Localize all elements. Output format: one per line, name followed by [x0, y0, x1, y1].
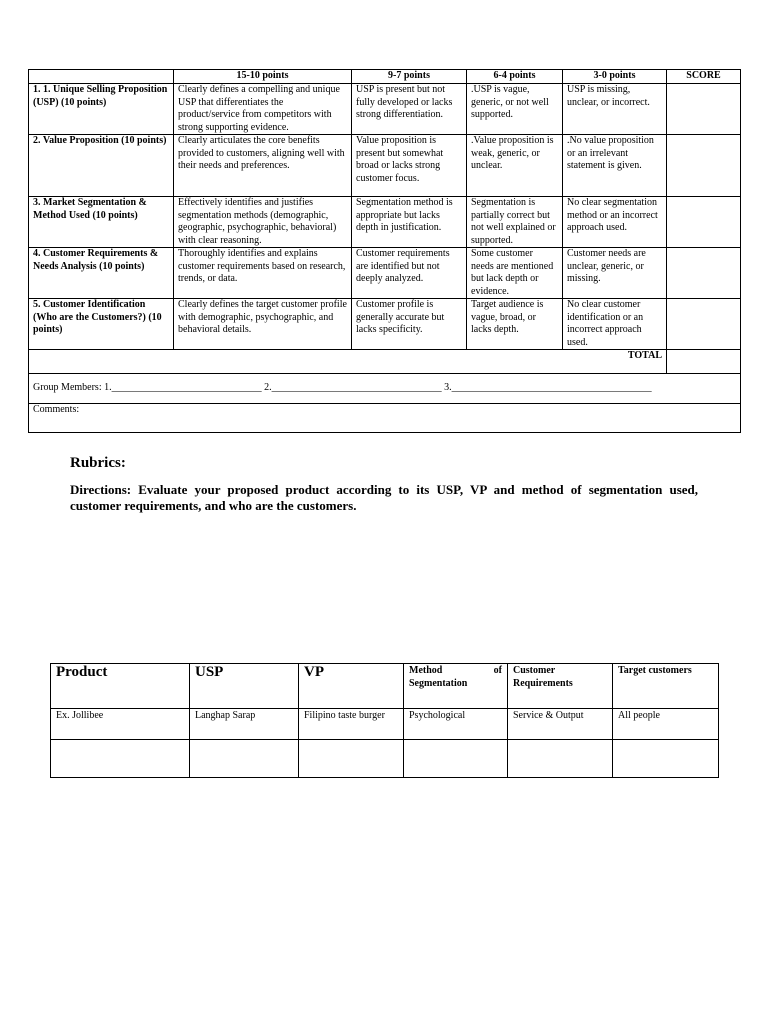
score-cell[interactable] — [667, 248, 741, 299]
rubric-header-6-4: 6-4 points — [467, 70, 563, 84]
rubric-header-3-0: 3-0 points — [563, 70, 667, 84]
product-evaluation-table — [50, 663, 719, 778]
blank-method-cell[interactable] — [404, 740, 508, 778]
rubric-row-customer-identification — [29, 299, 741, 350]
rubric-header-criteria — [29, 70, 174, 84]
comments-field[interactable]: Comments: — [29, 404, 741, 433]
example-product: Ex. Jollibee — [51, 709, 190, 740]
descriptor-cell: Customer requirements are identified but not deeply analyzed. — [352, 248, 467, 299]
descriptor-cell: Effectively identifies and justifies segmentation methods (demographic, geographic, psychographic, behavioral) with clear reasoning. — [174, 197, 352, 248]
rubric-row-segmentation — [29, 197, 741, 248]
rubric-total-row — [29, 350, 741, 374]
example-vp: Filipino taste burger — [299, 709, 404, 740]
header-method-word: Method — [409, 665, 443, 676]
descriptor-cell: Target audience is vague, broad, or lacks depth. — [467, 299, 563, 350]
example-method: Psychological — [404, 709, 508, 740]
criterion-label: 4. Customer Requirements & Needs Analysis (10 points) — [29, 248, 174, 299]
blank-product-cell[interactable] — [51, 740, 190, 778]
blank-customer-requirements-cell[interactable] — [508, 740, 613, 778]
descriptor-cell: Clearly articulates the core benefits provided to customers, aligning well with their needs and preferences. — [174, 135, 352, 197]
blank-target-customers-cell[interactable] — [613, 740, 719, 778]
rubric-row-vp — [29, 135, 741, 197]
directions-text: Directions: Evaluate your proposed product according to its USP, VP and method of segmentation used, customer requirements, and who are the customers. — [70, 482, 698, 513]
total-label: TOTAL — [29, 350, 667, 374]
product-table-example-row — [51, 709, 719, 740]
descriptor-cell: Clearly defines a compelling and unique USP that differentiates the product/service from competitors with strong supporting evidence. — [174, 84, 352, 135]
example-customer-requirements: Service & Output — [508, 709, 613, 740]
example-usp: Langhap Sarap — [190, 709, 299, 740]
criterion-label: 2. Value Proposition (10 points) — [29, 135, 174, 197]
descriptor-cell: USP is missing, unclear, or incorrect. — [563, 84, 667, 135]
descriptor-cell: .USP is vague, generic, or not well supported. — [467, 84, 563, 135]
product-table-blank-row — [51, 740, 719, 778]
group-members-row — [29, 374, 741, 404]
rubrics-heading: Rubrics: — [70, 455, 126, 471]
header-customer-requirements: Customer Requirements — [508, 664, 613, 709]
criterion-label: 1. 1. Unique Selling Proposition (USP) (10 points) — [29, 84, 174, 135]
blank-vp-cell[interactable] — [299, 740, 404, 778]
header-segmentation-word: Segmentation — [409, 677, 468, 689]
header-vp: VP — [299, 664, 404, 709]
criterion-label: 3. Market Segmentation & Method Used (10 points) — [29, 197, 174, 248]
group-members-line[interactable]: Group Members: 1.______________________________ 2.__________________________________ 3.________________________________________ — [29, 374, 741, 404]
blank-usp-cell[interactable] — [190, 740, 299, 778]
header-of-word: of — [493, 665, 502, 676]
descriptor-cell: Clearly defines the target customer profile with demographic, psychographic, and behavioral details. — [174, 299, 352, 350]
score-cell[interactable] — [667, 299, 741, 350]
descriptor-cell: Customer profile is generally accurate but lacks specificity. — [352, 299, 467, 350]
descriptor-cell: Segmentation method is appropriate but lacks depth in justification. — [352, 197, 467, 248]
rubric-header-15-10: 15-10 points — [174, 70, 352, 84]
rubric-row-customer-requirements — [29, 248, 741, 299]
rubric-header-9-7: 9-7 points — [352, 70, 467, 84]
rubric-table — [28, 69, 741, 433]
descriptor-cell: USP is present but not fully developed or lacks strong differentiation. — [352, 84, 467, 135]
criterion-label: 5. Customer Identification (Who are the Customers?) (10 points) — [29, 299, 174, 350]
descriptor-cell: No clear segmentation method or an incorrect approach used. — [563, 197, 667, 248]
descriptor-cell: Value proposition is present but somewhat broad or lacks strong customer focus. — [352, 135, 467, 197]
score-cell[interactable] — [667, 135, 741, 197]
descriptor-cell: Some customer needs are mentioned but lack depth or evidence. — [467, 248, 563, 299]
rubric-row-usp — [29, 84, 741, 135]
rubric-header-row — [29, 70, 741, 84]
descriptor-cell: Customer needs are unclear, generic, or missing. — [563, 248, 667, 299]
total-score-cell[interactable] — [667, 350, 741, 374]
header-product: Product — [51, 664, 190, 709]
rubric-header-score: SCORE — [667, 70, 741, 84]
header-usp: USP — [190, 664, 299, 709]
header-target-customers: Target customers — [613, 664, 719, 709]
descriptor-cell: .Value proposition is weak, generic, or unclear. — [467, 135, 563, 197]
score-cell[interactable] — [667, 84, 741, 135]
descriptor-cell: Segmentation is partially correct but not well explained or supported. — [467, 197, 563, 248]
example-target-customers: All people — [613, 709, 719, 740]
descriptor-cell: Thoroughly identifies and explains customer requirements based on research, trends, or data. — [174, 248, 352, 299]
descriptor-cell: No clear customer identification or an incorrect approach used. — [563, 299, 667, 350]
descriptor-cell: .No value proposition or an irrelevant statement is given. — [563, 135, 667, 197]
header-method-of-segmentation — [404, 664, 508, 709]
score-cell[interactable] — [667, 197, 741, 248]
comments-row — [29, 404, 741, 433]
product-table-header-row — [51, 664, 719, 709]
